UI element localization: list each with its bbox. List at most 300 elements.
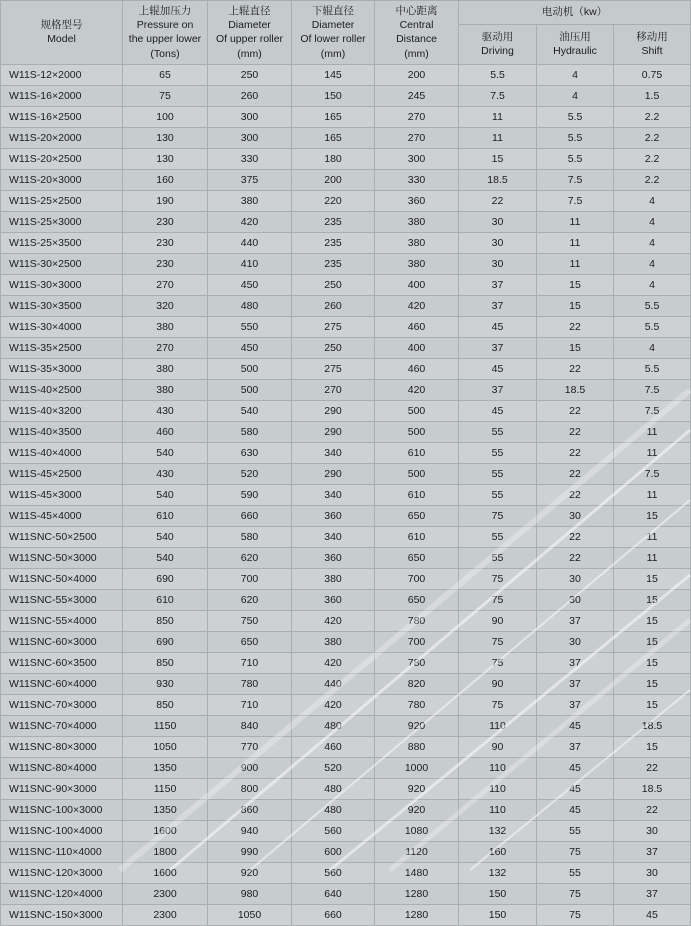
cell-value: 45 xyxy=(459,400,537,421)
cell-value: 5.5 xyxy=(537,127,614,148)
table-row xyxy=(1,463,691,484)
table-row xyxy=(1,799,691,820)
cell-value: 1600 xyxy=(123,820,208,841)
cell-value: 840 xyxy=(208,715,292,736)
cell-value: 420 xyxy=(292,652,375,673)
header-motor-group xyxy=(459,1,691,25)
cell-model: W11S-25×3000 xyxy=(1,211,123,232)
cell-value: 4 xyxy=(614,337,691,358)
cell-value: 22 xyxy=(537,358,614,379)
cell-value: 430 xyxy=(123,463,208,484)
cell-value: 30 xyxy=(614,862,691,883)
cell-value: 540 xyxy=(123,442,208,463)
cell-value: 690 xyxy=(123,631,208,652)
cell-value: 55 xyxy=(459,526,537,547)
cell-value: 520 xyxy=(292,757,375,778)
cell-value: 15 xyxy=(614,673,691,694)
cell-value: 22 xyxy=(537,400,614,421)
cell-value: 11 xyxy=(537,211,614,232)
table-row xyxy=(1,274,691,295)
table-row xyxy=(1,568,691,589)
cell-value: 610 xyxy=(375,442,459,463)
header-pressure-en1: Pressure on xyxy=(136,19,194,32)
cell-value: 1050 xyxy=(208,904,292,925)
cell-value: 165 xyxy=(292,106,375,127)
cell-value: 880 xyxy=(375,736,459,757)
cell-value: 540 xyxy=(123,526,208,547)
header-upper-roller-cn: 上辊直径 xyxy=(228,5,271,17)
cell-model: W11SNC-60×3500 xyxy=(1,652,123,673)
cell-value: 30 xyxy=(537,631,614,652)
table-row xyxy=(1,862,691,883)
cell-value: 500 xyxy=(375,400,459,421)
cell-value: 132 xyxy=(459,862,537,883)
cell-value: 4 xyxy=(614,274,691,295)
cell-value: 275 xyxy=(292,316,375,337)
table-row xyxy=(1,148,691,169)
cell-value: 90 xyxy=(459,736,537,757)
cell-value: 2.2 xyxy=(614,106,691,127)
cell-value: 260 xyxy=(208,85,292,106)
cell-value: 22 xyxy=(537,421,614,442)
cell-value: 480 xyxy=(292,799,375,820)
cell-value: 1.5 xyxy=(614,85,691,106)
cell-value: 440 xyxy=(292,673,375,694)
cell-value: 620 xyxy=(208,547,292,568)
cell-value: 45 xyxy=(537,715,614,736)
cell-value: 380 xyxy=(123,358,208,379)
cell-value: 520 xyxy=(208,463,292,484)
cell-model: W11SNC-150×3000 xyxy=(1,904,123,925)
cell-model: W11S-40×3500 xyxy=(1,421,123,442)
cell-value: 4 xyxy=(614,211,691,232)
cell-value: 780 xyxy=(375,694,459,715)
cell-value: 360 xyxy=(375,190,459,211)
header-motor-group-label xyxy=(461,5,688,19)
cell-value: 270 xyxy=(375,127,459,148)
cell-value: 180 xyxy=(292,148,375,169)
cell-value: 160 xyxy=(123,169,208,190)
cell-model: W11S-25×3500 xyxy=(1,232,123,253)
table-row xyxy=(1,673,691,694)
cell-value: 45 xyxy=(537,757,614,778)
cell-value: 7.5 xyxy=(537,169,614,190)
table-row xyxy=(1,736,691,757)
cell-value: 7.5 xyxy=(537,190,614,211)
cell-model: W11S-35×3000 xyxy=(1,358,123,379)
cell-value: 90 xyxy=(459,673,537,694)
cell-value: 1280 xyxy=(375,904,459,925)
cell-value: 18.5 xyxy=(459,169,537,190)
cell-value: 290 xyxy=(292,400,375,421)
cell-value: 15 xyxy=(537,274,614,295)
table-row xyxy=(1,778,691,799)
cell-model: W11S-40×4000 xyxy=(1,442,123,463)
cell-model: W11SNC-50×4000 xyxy=(1,568,123,589)
table-row xyxy=(1,64,691,85)
table-row xyxy=(1,253,691,274)
cell-model: W11S-45×2500 xyxy=(1,463,123,484)
cell-model: W11SNC-60×3000 xyxy=(1,631,123,652)
cell-value: 22 xyxy=(537,526,614,547)
cell-value: 130 xyxy=(123,127,208,148)
cell-value: 610 xyxy=(123,505,208,526)
cell-value: 230 xyxy=(123,253,208,274)
cell-value: 22 xyxy=(537,484,614,505)
cell-value: 2300 xyxy=(123,883,208,904)
cell-value: 110 xyxy=(459,715,537,736)
cell-value: 7.5 xyxy=(614,379,691,400)
cell-value: 275 xyxy=(292,358,375,379)
cell-model: W11SNC-80×3000 xyxy=(1,736,123,757)
table-row xyxy=(1,904,691,925)
table-row xyxy=(1,820,691,841)
cell-value: 7.5 xyxy=(614,400,691,421)
cell-value: 270 xyxy=(123,337,208,358)
cell-value: 360 xyxy=(292,547,375,568)
cell-value: 37 xyxy=(459,295,537,316)
cell-value: 1150 xyxy=(123,715,208,736)
cell-value: 660 xyxy=(208,505,292,526)
cell-model: W11SNC-120×4000 xyxy=(1,883,123,904)
cell-value: 15 xyxy=(537,295,614,316)
cell-value: 2.2 xyxy=(614,127,691,148)
cell-value: 7.5 xyxy=(459,85,537,106)
cell-value: 5.5 xyxy=(459,64,537,85)
table-row xyxy=(1,232,691,253)
cell-value: 1480 xyxy=(375,862,459,883)
cell-value: 22 xyxy=(537,463,614,484)
cell-value: 440 xyxy=(208,232,292,253)
cell-value: 700 xyxy=(208,568,292,589)
cell-value: 590 xyxy=(208,484,292,505)
cell-value: 55 xyxy=(459,547,537,568)
cell-value: 270 xyxy=(375,106,459,127)
cell-value: 540 xyxy=(208,400,292,421)
header-driving xyxy=(459,24,537,64)
cell-value: 420 xyxy=(208,211,292,232)
cell-value: 37 xyxy=(614,883,691,904)
cell-value: 930 xyxy=(123,673,208,694)
header-shift-en: Shift xyxy=(641,45,663,58)
cell-value: 75 xyxy=(537,904,614,925)
cell-value: 7.5 xyxy=(614,463,691,484)
cell-value: 1800 xyxy=(123,841,208,862)
cell-value: 850 xyxy=(123,652,208,673)
cell-value: 11 xyxy=(614,526,691,547)
cell-value: 130 xyxy=(123,148,208,169)
cell-model: W11S-20×3000 xyxy=(1,169,123,190)
cell-value: 55 xyxy=(537,862,614,883)
cell-value: 340 xyxy=(292,442,375,463)
header-motor-group-unit: （kw） xyxy=(573,6,608,19)
cell-value: 37 xyxy=(537,610,614,631)
header-lower-roller-unit: (mm) xyxy=(320,47,346,60)
cell-value: 340 xyxy=(292,526,375,547)
header-lower-roller-en1: Diameter xyxy=(311,19,355,32)
cell-value: 30 xyxy=(537,589,614,610)
cell-value: 380 xyxy=(375,253,459,274)
table-row xyxy=(1,694,691,715)
cell-model: W11SNC-100×3000 xyxy=(1,799,123,820)
cell-value: 11 xyxy=(459,106,537,127)
cell-value: 650 xyxy=(375,547,459,568)
table-row xyxy=(1,316,691,337)
header-model-cn: 规格型号 xyxy=(40,19,83,32)
cell-value: 300 xyxy=(208,127,292,148)
cell-value: 200 xyxy=(292,169,375,190)
cell-value: 45 xyxy=(459,316,537,337)
cell-value: 150 xyxy=(292,85,375,106)
cell-value: 4 xyxy=(614,232,691,253)
cell-value: 45 xyxy=(537,799,614,820)
header-lower-roller-en2: Of lower roller xyxy=(300,33,366,46)
table-row xyxy=(1,358,691,379)
cell-value: 700 xyxy=(375,568,459,589)
cell-value: 15 xyxy=(614,589,691,610)
header-hydraulic xyxy=(537,24,614,64)
cell-value: 380 xyxy=(292,568,375,589)
cell-value: 460 xyxy=(375,358,459,379)
cell-value: 75 xyxy=(537,841,614,862)
cell-value: 770 xyxy=(208,736,292,757)
cell-model: W11S-30×3500 xyxy=(1,295,123,316)
cell-value: 380 xyxy=(123,379,208,400)
cell-value: 55 xyxy=(537,820,614,841)
cell-value: 1280 xyxy=(375,883,459,904)
cell-value: 450 xyxy=(208,274,292,295)
cell-value: 640 xyxy=(292,883,375,904)
cell-value: 5.5 xyxy=(537,106,614,127)
cell-value: 1600 xyxy=(123,862,208,883)
cell-value: 450 xyxy=(208,337,292,358)
cell-value: 100 xyxy=(123,106,208,127)
table-row xyxy=(1,757,691,778)
cell-value: 15 xyxy=(614,736,691,757)
table-row xyxy=(1,337,691,358)
cell-value: 320 xyxy=(123,295,208,316)
header-row-top xyxy=(1,1,691,25)
cell-value: 75 xyxy=(537,883,614,904)
header-hydraulic-en: Hydraulic xyxy=(553,45,597,58)
cell-value: 940 xyxy=(208,820,292,841)
cell-value: 190 xyxy=(123,190,208,211)
header-shift-cn: 移动用 xyxy=(636,31,668,44)
cell-value: 380 xyxy=(375,211,459,232)
cell-value: 500 xyxy=(208,379,292,400)
cell-value: 480 xyxy=(208,295,292,316)
cell-value: 1350 xyxy=(123,757,208,778)
cell-value: 15 xyxy=(459,148,537,169)
cell-value: 30 xyxy=(614,820,691,841)
cell-value: 560 xyxy=(292,862,375,883)
cell-value: 1350 xyxy=(123,799,208,820)
header-hydraulic-cn: 油压用 xyxy=(559,31,591,44)
header-driving-cn: 驱动用 xyxy=(481,31,514,44)
header-pressure-cn: 上辊加压力 xyxy=(138,5,192,17)
header-lower-roller xyxy=(292,1,375,65)
table-row xyxy=(1,379,691,400)
cell-value: 22 xyxy=(537,442,614,463)
cell-value: 90 xyxy=(459,610,537,631)
cell-value: 460 xyxy=(123,421,208,442)
cell-value: 18.5 xyxy=(537,379,614,400)
cell-value: 75 xyxy=(459,694,537,715)
cell-value: 1150 xyxy=(123,778,208,799)
cell-model: W11SNC-55×4000 xyxy=(1,610,123,631)
cell-value: 110 xyxy=(459,757,537,778)
cell-value: 37 xyxy=(614,841,691,862)
cell-value: 11 xyxy=(614,484,691,505)
table-row xyxy=(1,610,691,631)
cell-value: 600 xyxy=(292,841,375,862)
cell-value: 375 xyxy=(208,169,292,190)
cell-value: 620 xyxy=(208,589,292,610)
cell-value: 380 xyxy=(208,190,292,211)
cell-value: 540 xyxy=(123,484,208,505)
cell-value: 1000 xyxy=(375,757,459,778)
cell-value: 580 xyxy=(208,526,292,547)
table-row xyxy=(1,400,691,421)
cell-model: W11S-16×2000 xyxy=(1,85,123,106)
cell-value: 780 xyxy=(375,652,459,673)
cell-value: 30 xyxy=(537,568,614,589)
table-row xyxy=(1,652,691,673)
cell-value: 75 xyxy=(459,568,537,589)
cell-value: 500 xyxy=(375,421,459,442)
cell-value: 0.75 xyxy=(614,64,691,85)
cell-value: 37 xyxy=(537,736,614,757)
cell-value: 420 xyxy=(375,295,459,316)
cell-model: W11S-20×2500 xyxy=(1,148,123,169)
cell-value: 920 xyxy=(208,862,292,883)
cell-value: 500 xyxy=(208,358,292,379)
cell-model: W11S-35×2500 xyxy=(1,337,123,358)
header-pressure xyxy=(123,1,208,65)
cell-value: 340 xyxy=(292,484,375,505)
cell-model: W11S-30×3000 xyxy=(1,274,123,295)
cell-value: 400 xyxy=(375,337,459,358)
cell-value: 65 xyxy=(123,64,208,85)
cell-value: 990 xyxy=(208,841,292,862)
cell-value: 235 xyxy=(292,232,375,253)
cell-value: 11 xyxy=(537,253,614,274)
header-central-distance-cn: 中心距离 xyxy=(395,5,438,17)
cell-value: 30 xyxy=(537,505,614,526)
cell-value: 660 xyxy=(292,904,375,925)
cell-value: 700 xyxy=(375,631,459,652)
cell-value: 480 xyxy=(292,715,375,736)
header-central-distance-unit: (mm) xyxy=(404,47,429,60)
cell-value: 145 xyxy=(292,64,375,85)
cell-value: 800 xyxy=(208,778,292,799)
table-row xyxy=(1,505,691,526)
cell-value: 400 xyxy=(375,274,459,295)
cell-model: W11S-25×2500 xyxy=(1,190,123,211)
cell-value: 5.5 xyxy=(614,316,691,337)
cell-value: 780 xyxy=(208,673,292,694)
cell-value: 5.5 xyxy=(614,358,691,379)
cell-value: 380 xyxy=(123,316,208,337)
cell-model: W11SNC-60×4000 xyxy=(1,673,123,694)
cell-value: 860 xyxy=(208,799,292,820)
cell-model: W11SNC-55×3000 xyxy=(1,589,123,610)
cell-value: 30 xyxy=(459,253,537,274)
cell-value: 2.2 xyxy=(614,169,691,190)
cell-value: 15 xyxy=(614,568,691,589)
header-model-en: Model xyxy=(47,33,76,46)
table-row xyxy=(1,211,691,232)
cell-value: 920 xyxy=(375,778,459,799)
cell-value: 15 xyxy=(614,631,691,652)
cell-value: 900 xyxy=(208,757,292,778)
cell-value: 45 xyxy=(537,778,614,799)
cell-value: 55 xyxy=(459,484,537,505)
cell-value: 920 xyxy=(375,715,459,736)
cell-model: W11S-20×2000 xyxy=(1,127,123,148)
cell-value: 45 xyxy=(459,358,537,379)
cell-value: 11 xyxy=(459,127,537,148)
cell-value: 550 xyxy=(208,316,292,337)
cell-value: 850 xyxy=(123,694,208,715)
cell-value: 150 xyxy=(459,904,537,925)
cell-value: 11 xyxy=(614,547,691,568)
header-shift xyxy=(614,24,691,64)
table-row xyxy=(1,526,691,547)
header-motor-group-cn: 电动机 xyxy=(541,6,574,19)
cell-value: 270 xyxy=(292,379,375,400)
cell-value: 430 xyxy=(123,400,208,421)
cell-value: 15 xyxy=(614,694,691,715)
cell-value: 500 xyxy=(375,463,459,484)
cell-value: 300 xyxy=(208,106,292,127)
header-model xyxy=(1,1,123,65)
table-row xyxy=(1,85,691,106)
cell-value: 4 xyxy=(537,85,614,106)
cell-value: 11 xyxy=(614,442,691,463)
cell-value: 75 xyxy=(459,631,537,652)
header-pressure-unit: (Tons) xyxy=(150,47,180,60)
cell-value: 260 xyxy=(292,295,375,316)
cell-value: 650 xyxy=(375,589,459,610)
cell-value: 230 xyxy=(123,211,208,232)
table-row xyxy=(1,169,691,190)
cell-value: 610 xyxy=(375,526,459,547)
cell-value: 1120 xyxy=(375,841,459,862)
cell-value: 480 xyxy=(292,778,375,799)
cell-value: 630 xyxy=(208,442,292,463)
cell-value: 780 xyxy=(375,610,459,631)
table-body xyxy=(1,64,691,925)
table-row xyxy=(1,295,691,316)
cell-value: 290 xyxy=(292,463,375,484)
cell-value: 160 xyxy=(459,841,537,862)
table-row xyxy=(1,547,691,568)
cell-value: 37 xyxy=(459,337,537,358)
cell-value: 22 xyxy=(614,757,691,778)
cell-value: 820 xyxy=(375,673,459,694)
cell-value: 2.2 xyxy=(614,148,691,169)
cell-value: 11 xyxy=(614,421,691,442)
header-lower-roller-cn: 下辊直径 xyxy=(312,5,354,17)
header-central-distance xyxy=(375,1,459,65)
cell-value: 5.5 xyxy=(614,295,691,316)
cell-value: 330 xyxy=(375,169,459,190)
cell-value: 220 xyxy=(292,190,375,211)
cell-value: 37 xyxy=(537,673,614,694)
header-central-distance-en2: Distance xyxy=(396,33,437,46)
cell-value: 22 xyxy=(459,190,537,211)
